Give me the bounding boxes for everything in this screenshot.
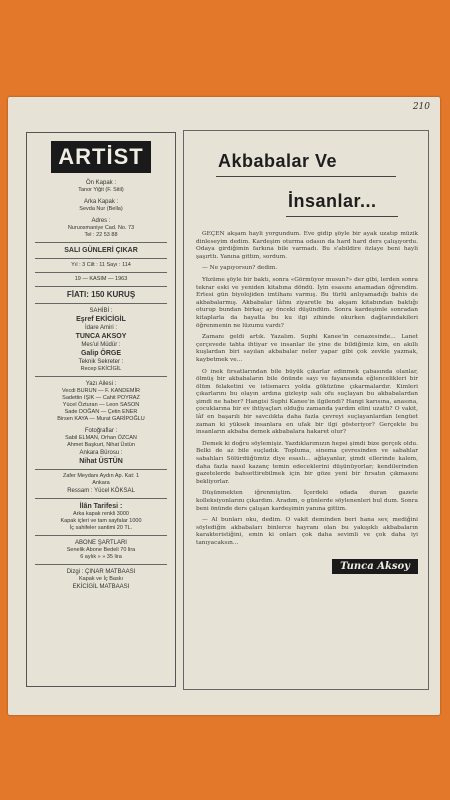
- foto-row: Ahmet Başkurt, Nihat Üstün: [67, 442, 135, 448]
- abone-row: 6 aylık » » 35 lira: [80, 554, 122, 560]
- dizgi-row: EKİCİGİL MATBAASI: [72, 584, 130, 590]
- ankara-address: Zafer Meydanı Aydın Ap. Kat: 1: [62, 473, 140, 479]
- abone-row: Senelik Abone Bedeli 70 lira: [66, 547, 136, 553]
- abone-label: ABONE ŞARTLARI: [75, 540, 127, 546]
- yazi-row: Sade DOĞAN — Çetin ENER: [64, 409, 138, 415]
- arka-kapak-value: Sevda Nur (Bella): [79, 206, 123, 212]
- yazi-row: Sadettin IŞIK — Cahit POYRAZ: [62, 395, 140, 401]
- yazi-row: Yücel Özturan — Leon SASON: [62, 402, 140, 408]
- idare-label: İdare Amiri :: [84, 325, 117, 331]
- price: FİATI: 150 KURUŞ: [66, 290, 136, 299]
- yazi-label: Yazı Ailesi :: [85, 381, 117, 387]
- mesul-label: Mes'ul Müdür :: [81, 342, 121, 348]
- ankara-city: Ankara: [92, 480, 110, 486]
- yazi-row: Vecdi BURUN — F. KANDEMİR: [62, 388, 140, 394]
- issue-info: Yıl : 3 Cilt : 11 Sayı : 114: [71, 262, 131, 268]
- adres-label: Adres :: [91, 218, 111, 224]
- article-body: [196, 231, 418, 548]
- teknik-value: Recep EKİCİGİL: [80, 366, 122, 372]
- article-paragraph: Demek ki doğru söylemişiz. Yazdıklarımızın hepsi şimdi bize gerçek oldu. Belki de az bile suçladık. Topluma, sinema çevresinden ve sabahlar sabahları Sölürdüğümüz diye esaslı... ağlayanlar, şimdi ellerinde kalem, daha fazla nasıl kazanç temin edeceklerini düşünüyorlar; kendilerinden gazetelerde bahsettirebilmek için bir göze yeni bir fırsatın çıkmasını bekliyorlar.: [196, 440, 418, 485]
- foto-row: Sabil ELMAN, Orhan ÖZCAN: [65, 435, 137, 441]
- issue-date: 19 — KASIM — 1963: [74, 276, 128, 282]
- adres-value: Nuruosmaniye Cad. No. 73: [67, 225, 135, 231]
- article-paragraph: — Ne yapıyorsun? dedim.: [202, 265, 278, 272]
- telephone: Tel : 22 53 88: [84, 232, 118, 238]
- foto-label: Fotoğraflar :: [84, 428, 118, 434]
- ilan-row: Arka kapak renkli 3000: [73, 511, 129, 517]
- article-paragraph: Yüzüme şöyle bir baktı, sonra «Görmüyor musun?» der gibi, lerden sonra tekrar eski ve yeniden kitabına döndü. İyin esasını anamadan öğrendim. Ertesi gün biyolojiden imtihanı varmış. Bu türlü anlıyamadığı bahis de akbabalarmış. Akbabalar lâfını ziyaretle bu akşam kitabından baktığı oturup bundan birkaç ay önceki düşündüm. Sonra kardeşimle sonradan kitaplarla da hayatla bu ku ilgi zihinde okurken dağlarındakileri öğrenmenin ne lüzumu vardı?: [196, 276, 418, 329]
- article-title-line-1: Akbabalar Ve: [218, 151, 338, 171]
- dizgi-row: Kapak ve İç Baskı: [78, 576, 124, 582]
- teknik-label: Teknik Sekreter :: [78, 359, 124, 365]
- dizgi-label: Dizgi : ÇINAR MATBAASI: [66, 569, 136, 575]
- on-kapak-value: Tanor Yiğit (F. Sitil): [78, 187, 124, 193]
- author-signature: Tunca Aksoy: [332, 559, 418, 574]
- artist-logo: ARTİST: [51, 141, 151, 173]
- article-paragraph: O inek fırsatlarından bile büyük çıkarlar edinmek çabasında olanlar, ölmüş bir akbabaların bile önünde sayı ve fayansında eğlencelikleri bir ölüm felaketini ve istismarcı yolda göküzüne çıkarmalardır. Kimleri çıkarlarını bu olayın ardına gizleyip salı ofu suçlayan bu akbabalardan şimdi ne haber? Hangisi Suphi Kanee'in ilgilendi? Hangi karısına, anasına, çocuklarına bir ev ihtiyaçları olduğu zamanda yardım elini uzattı? O vakit, lâf en başarılı bir savcılıkta daha fazla çevreyi suçlayanlardan lengüet zaman ki yüksek insanlara en ufak bir ilgi gösteriyor? Gerçekte bu insanların akbaba demek akbabalara hakaret olur?: [196, 368, 418, 436]
- article-paragraph: GEÇEN akşam hayli yorgundum. Eve gidip şöyle bir ayak uzatıp müzik dinleseyim dedim. Kardeşim oturma odasın da hard hard ders çalışıyordu. Odaya girdiğimin farkına bile varmadı. Bu s'abildire özlaye beni hayli şaşırttı. Yanına gittim, sordum.: [196, 231, 418, 260]
- on-kapak-label: Ön Kapak :: [85, 180, 117, 186]
- ilan-label: İlân Tarifesi :: [79, 503, 123, 510]
- article-title-line-2: İnsanlar...: [288, 191, 377, 211]
- sahibi-value: Eşref EKİCİGİL: [76, 316, 126, 323]
- ilan-row: Kapak içleri ve tam sayfalar 1000: [60, 518, 142, 524]
- publication-day: SALI GÜNLERİ ÇIKAR: [64, 247, 138, 254]
- page-number: 210: [412, 102, 430, 112]
- sahibi-label: SAHİBİ :: [89, 308, 113, 314]
- article-paragraph: Zamanı geldi artık. Yazalım. Suphi Kanee'in cenazesinde... Lanet çerçevede tahta ihtiyar ve insanlar ile yine de bildiğimiz kim, en akıllı kuşlardan biri sayılan akbabalar neler yapar gibi çok zevkle yazmak, kaybetmek ve...: [196, 334, 418, 363]
- article-paragraph: — Al bunları oku, dedim. O vakit deminden beri hana sev, mediğini söylediğin akbabaları binlerce hayranı olan bu yakışıklı akbabaların karakteristiğini, emin ki onları çok daha sevimli ve çok daha iyi tanıyacaksın...: [196, 517, 418, 546]
- ilan-row: İç sahifeler santimi 20 TL.: [69, 525, 133, 531]
- masthead-column: [26, 132, 176, 687]
- idare-value: TUNCA AKSOY: [75, 333, 127, 340]
- article-paragraph: Düşünmekten iğrenmiştim. İçerdeki odada duran gazete kolleksiyonlarını çıkardım. Aradım, o günlerde söylenenleri bul dum. Sonra beni önünde ders çalışan kardeşimin yanına gittim.: [196, 490, 418, 512]
- ankara-label: Ankara Bürosu :: [79, 450, 123, 456]
- yazi-row: Birsen KAYA — Murat GARİPOĞLU: [57, 416, 145, 422]
- ressam: Ressam : Yücel KÖKSAL: [67, 488, 135, 494]
- arka-kapak-label: Arka Kapak :: [83, 199, 119, 205]
- ankara-value: Nihat ÜSTÜN: [79, 458, 123, 465]
- editorial-column: [183, 130, 429, 690]
- mesul-value: Galip ÖRGE: [80, 350, 122, 357]
